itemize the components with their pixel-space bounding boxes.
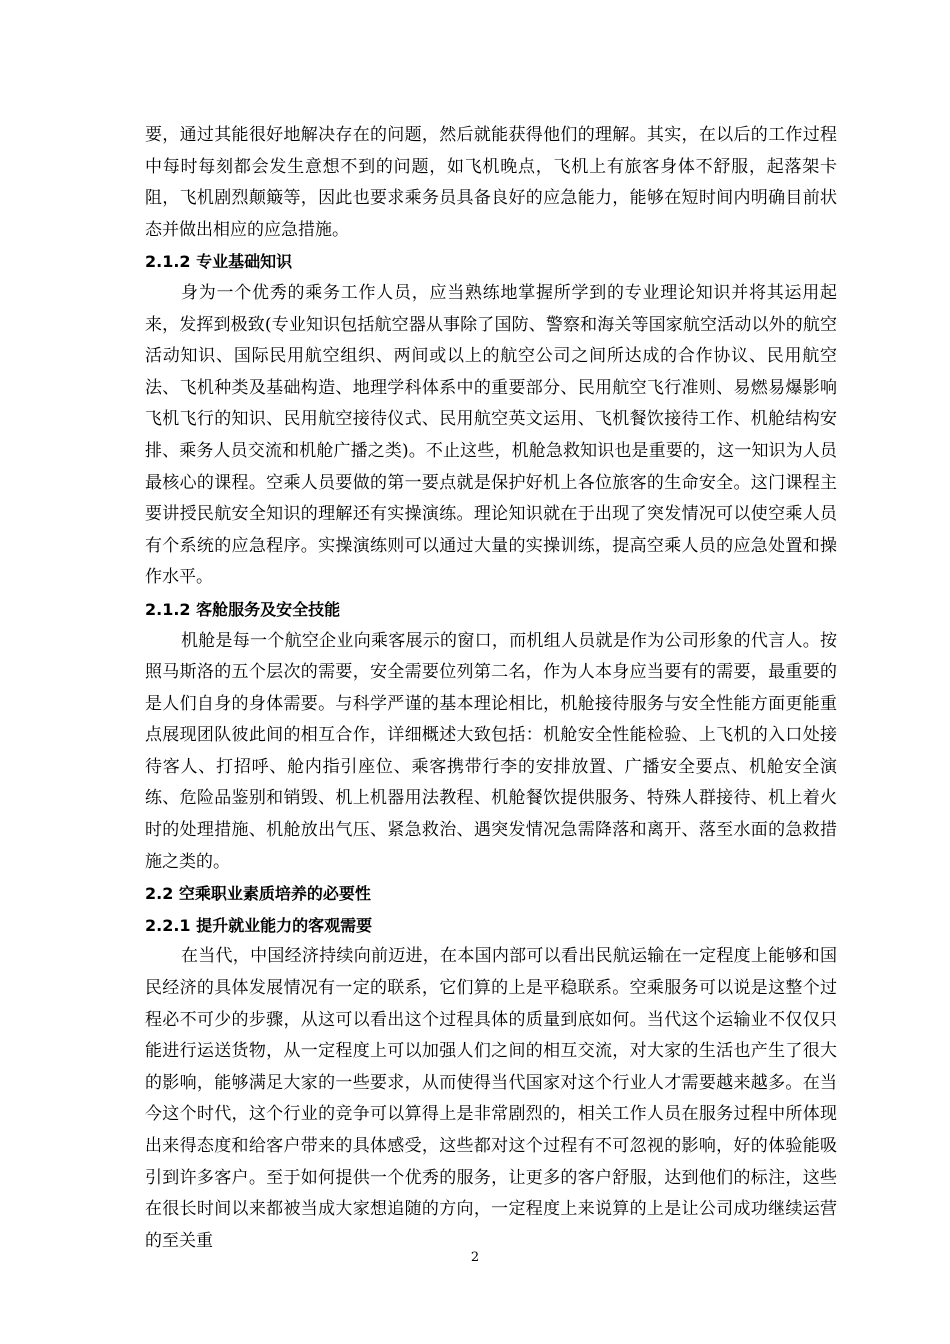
- paragraph-continuation: 要，通过其能很好地解决存在的问题，然后就能获得他们的理解。其实，在以后的工作过程中每时每刻都会发生意想不到的问题，如飞机晚点，飞机上有旅客身体不舒服，起落架卡阻，飞机剧烈颠簸等，因此也要求乘务员具备良好的应急能力，能够在短时间内明确目前状态并做出相应的应急措施。: [145, 125, 837, 240]
- paragraph-cabin-service: 机舱是每一个航空企业向乘客展示的窗口，而机组人员就是作为公司形象的代言人。按照马斯洛的五个层次的需要，安全需要位列第二名，作为人本身应当要有的需要，最重要的是人们自身的身体需要。与科学严谨的基本理论相比，机舱接待服务与安全性能方面更能重点展现团队彼此间的相互合作，详细概述大致包括：机舱安全性能检验、上飞机的入口处接待客人、打招呼、舱内指引座位、乘客携带行李的安排放置、广播安全要点、机舱安全演练、危险品鉴别和销毁、机上机器用法教程、机舱餐饮提供服务、特殊人群接待、机上着火时的处理措施、机舱放出气压、紧急救治、遇突发情况急需降落和离开、落至水面的急救措施之类的。: [145, 630, 837, 872]
- paragraph-professional-knowledge: 身为一个优秀的乘务工作人员，应当熟练地掌握所学到的专业理论知识并将其运用起来，发挥到极致(专业知识包括航空器从事除了国防、警察和海关等国家航空活动以外的航空活动知识、国际民用航空组织、两间或以上的航空公司之间所达成的合作协议、民用航空法、飞机种类及基础构造、地理学科体系中的重要部分、民用航空飞行准则、易燃易爆影响飞机飞行的知识、民用航空接待仪式、民用航空英文运用、飞机餐饮接待工作、机舱结构安排、乘务人员交流和机舱广播之类)。不止这些，机舱急救知识也是重要的，这一知识为人员最核心的课程。空乘人员要做的第一要点就是保护好机上各位旅客的生命安全。这门课程主要讲授民航安全知识的理解还有实操演练。理论知识就在于出现了突发情况可以使空乘人员有个系统的应急程序。实操演练则可以通过大量的实操训练，提高空乘人员的应急处置和操作水平。: [145, 282, 837, 588]
- section-heading-2-1-2-cabin-service: 2.1.2 客舱服务及安全技能: [145, 599, 341, 619]
- document-body: [145, 120, 837, 1257]
- page-number: 2: [470, 1250, 480, 1265]
- section-heading-2-1-2-professional-knowledge: 2.1.2 专业基础知识: [145, 252, 293, 272]
- section-heading-2-2: 2.2 空乘职业素质培养的必要性: [145, 884, 371, 904]
- section-heading-2-2-1: 2.2.1 提升就业能力的客观需要: [145, 915, 373, 935]
- paragraph-employability: 在当代，中国经济持续向前迈进，在本国内部可以看出民航运输在一定程度上能够和国民经济的具体发展情况有一定的联系，它们算的上是平稳联系。空乘服务可以说是这整个过程必不可少的步骤，从这可以看出这个过程具体的质量到底如何。当代这个运输业不仅仅只能进行运送货物，从一定程度上可以加强人们之间的相互交流，对大家的生活也产生了很大的影响，能够满足大家的一些要求，从而使得当代国家对这个行业人才需要越来越多。在当今这个时代，这个行业的竞争可以算得上是非常剧烈的，相关工作人员在服务过程中所体现出来得态度和给客户带来的具体感受，这些都对这个过程有不可忽视的影响，好的体验能吸引到许多客户。至于如何提供一个优秀的服务，让更多的客户舒服，达到他们的标注，这些在很长时间以来都被当成大家想追随的方向，一定程度上来说算的上是让公司成功继续运营的至关重: [145, 946, 837, 1251]
